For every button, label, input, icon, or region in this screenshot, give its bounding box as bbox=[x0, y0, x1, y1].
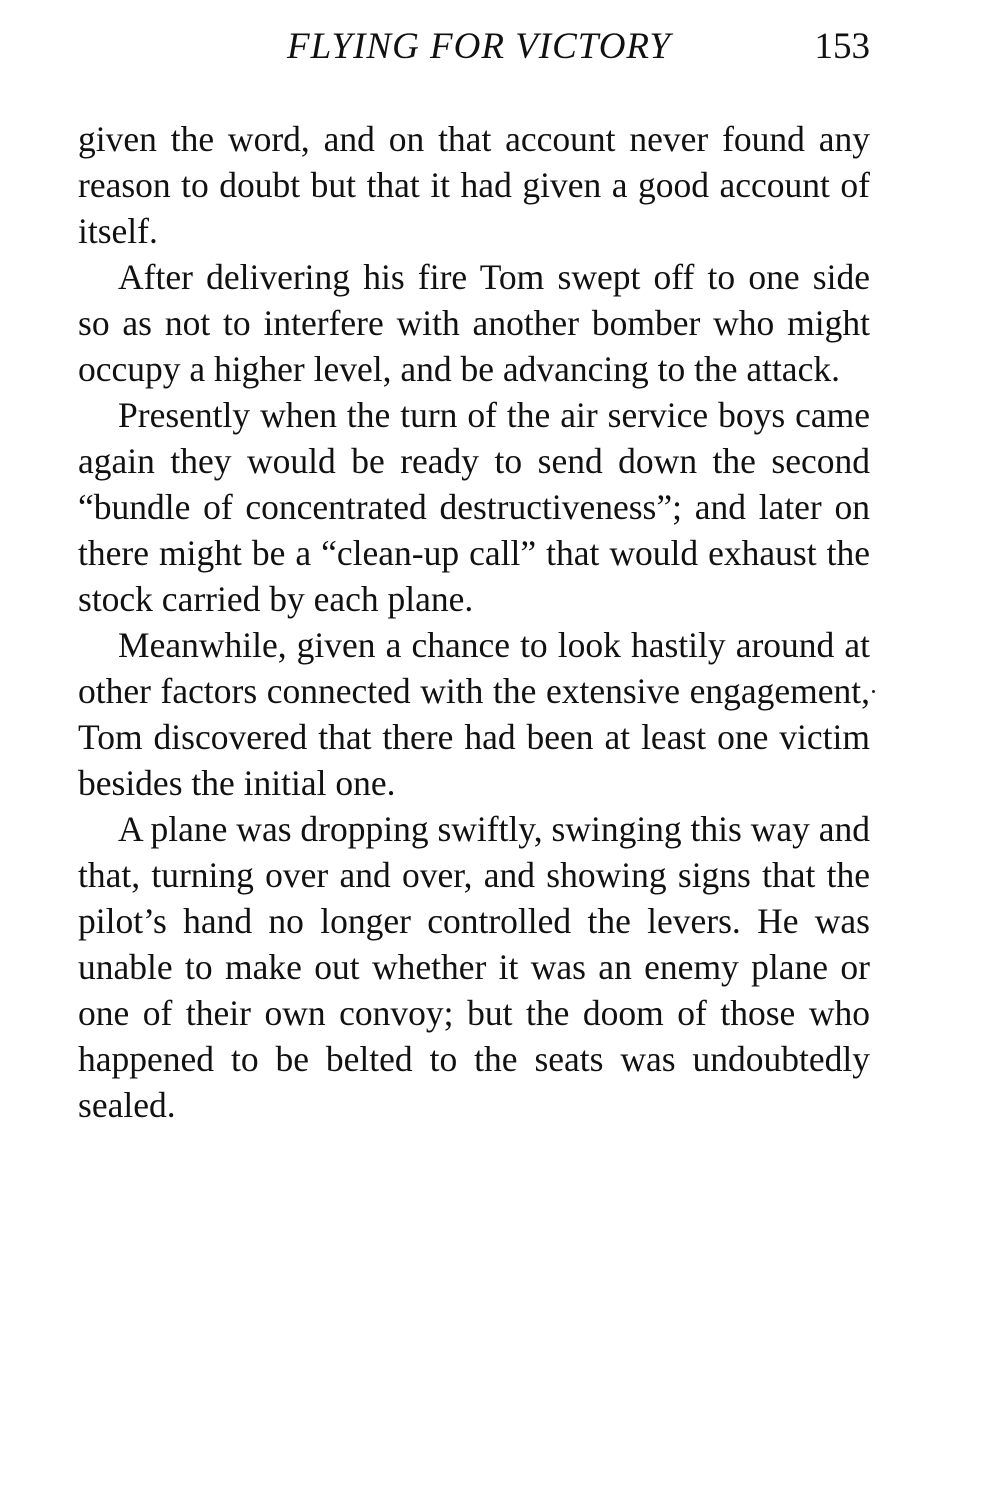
print-speck bbox=[872, 690, 875, 693]
paragraph: Presently when the turn of the air service boys came again they would be ready to send down the second “bundle of concentrated destructiveness”; and later on there might be a “clean-up call” that would exhaust the stock carried by each plane. bbox=[78, 395, 870, 619]
body-text bbox=[78, 116, 870, 1128]
paragraph: After delivering his fire Tom swept off to one side so as not to interfere with another bomber who might occupy a higher level, and be advancing to the attack. bbox=[78, 257, 870, 389]
page-number: 153 bbox=[814, 26, 870, 67]
paragraph: Meanwhile, given a chance to look hastily around at other factors connected with the extensive engagement, Tom discovered that there had been at least one victim besides the initial one. bbox=[78, 625, 870, 803]
running-title: FLYING FOR VICTORY bbox=[287, 26, 671, 67]
paragraph: A plane was dropping swiftly, swinging this way and that, turning over and over, and showing signs that the pilot’s hand no longer controlled the levers. He was unable to make out whether it was an enemy plane or one of their own convoy; but the doom of those who happened to be belted to the seats was undoubtedly sealed. bbox=[78, 809, 871, 1125]
running-head bbox=[78, 22, 870, 72]
paragraph-continued: given the word, and on that account never found any reason to doubt but that it had given a good account of itself. bbox=[78, 119, 870, 251]
